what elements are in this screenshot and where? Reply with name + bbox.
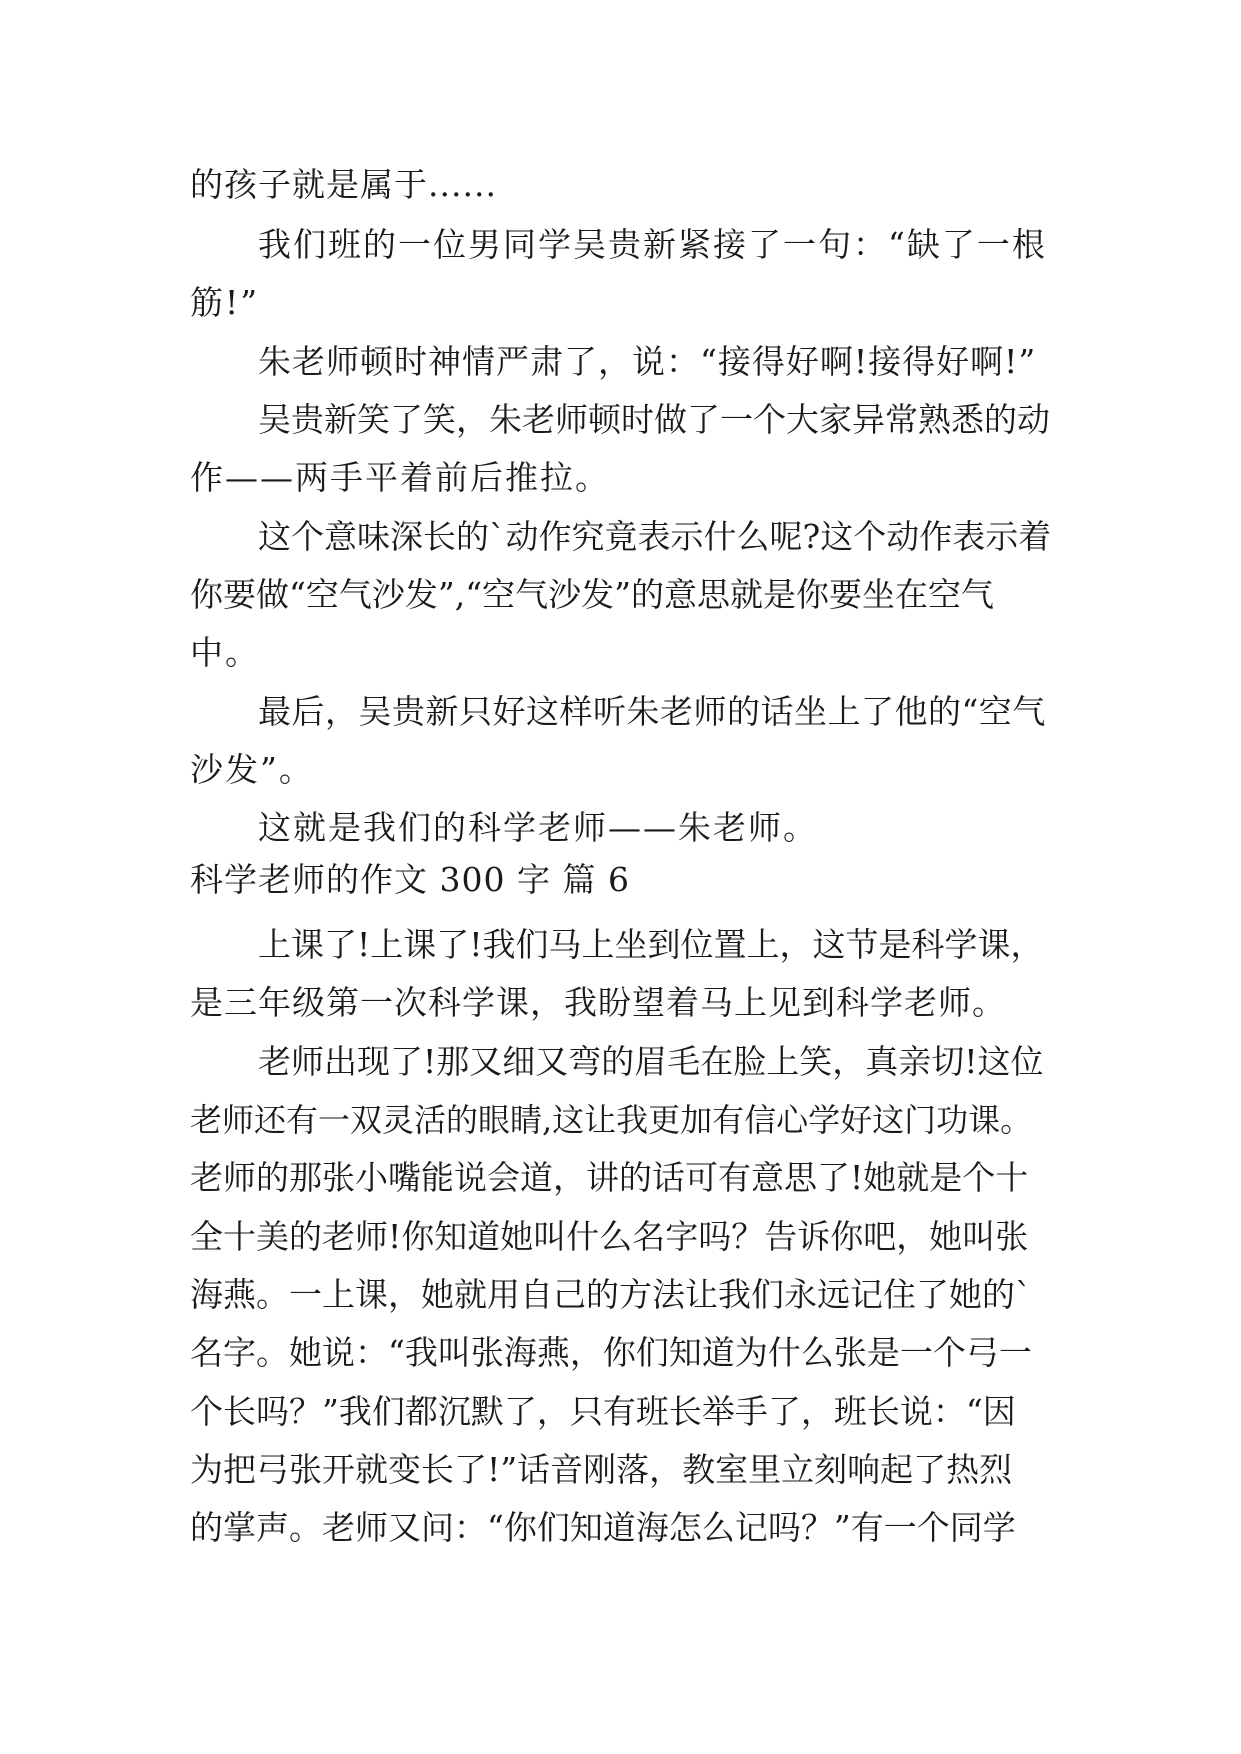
text-line: 这个意味深长的`动作究竟表示什么呢?这个动作表示着 [258, 517, 1052, 556]
text-line: 名字。她说：“我叫张海燕，你们知道为什么张是一个弓一 [190, 1333, 1032, 1372]
text-line: 筋!” [190, 283, 260, 322]
text-line: 这就是我们的科学老师——朱老师。 [258, 808, 818, 847]
text-line: 你要做“空气沙发”,“空气沙发”的意思就是你要坐在空气 [190, 575, 994, 614]
text-line: 全十美的老师!你知道她叫什么名字吗？告诉你吧，她叫张 [190, 1217, 1029, 1256]
text-line: 沙发”。 [190, 750, 314, 789]
text-line: 朱老师顿时神情严肃了，说：“接得好啊!接得好啊!” [258, 342, 1037, 381]
section-heading: 科学老师的作文 300 字 篇 6 [190, 860, 630, 899]
text-line: 我们班的一位男同学吴贵新紧接了一句：“缺了一根 [258, 225, 1047, 264]
text-line: 的掌声。老师又问：“你们知道海怎么记吗？”有一个同学 [190, 1508, 1016, 1547]
text-line: 最后，吴贵新只好这样听朱老师的话坐上了他的“空气 [258, 692, 1046, 731]
text-line: 老师出现了!那又细又弯的眉毛在脸上笑，真亲切!这位 [258, 1042, 1044, 1081]
text-line: 作——两手平着前后推拉。 [190, 458, 610, 497]
text-line: 上课了!上课了!我们马上坐到位置上，这节是科学课， [258, 925, 1044, 964]
text-line: 老师还有一双灵活的眼睛,这让我更加有信心学好这门功课。 [190, 1101, 1033, 1139]
text-line: 的孩子就是属于...... [190, 165, 497, 204]
text-line: 海燕。一上课，她就用自己的方法让我们永远记住了她的` [190, 1275, 1032, 1314]
text-line: 个长吗？”我们都沉默了，只有班长举手了，班长说：“因 [190, 1392, 1016, 1431]
text-line: 中。 [190, 633, 260, 672]
text-line: 是三年级第一次科学课，我盼望着马上见到科学老师。 [190, 983, 1006, 1022]
text-line: 为把弓张开就变长了!”话音刚落，教室里立刻响起了热烈 [190, 1450, 1013, 1489]
text-line: 老师的那张小嘴能说会道，讲的话可有意思了!她就是个十 [190, 1158, 1029, 1197]
text-line: 吴贵新笑了笑，朱老师顿时做了一个大家异常熟悉的动 [258, 400, 1050, 439]
